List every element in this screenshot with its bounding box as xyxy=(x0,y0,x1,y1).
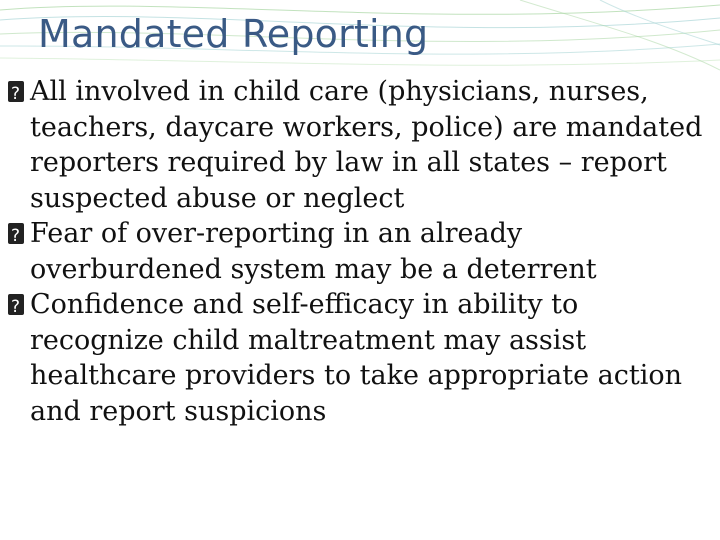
bullet-item xyxy=(8,74,703,216)
bullet-text: Fear of over-reporting in an already overburdened system may be a deterrent xyxy=(30,218,597,285)
slide-title: Mandated Reporting xyxy=(38,12,429,56)
bullet-item xyxy=(8,287,703,429)
bullet-list xyxy=(8,74,703,429)
bullet-item xyxy=(8,216,703,287)
bullet-glyph-icon xyxy=(8,294,24,315)
bullet-text: All involved in child care (physicians, nurses, teachers, daycare workers, police) are mandated reporters required by law in all states – report suspected abuse or neglect xyxy=(30,76,703,214)
bullet-glyph-icon xyxy=(8,223,24,244)
bullet-glyph-icon xyxy=(8,81,24,102)
bullet-text: Confidence and self-efficacy in ability to recognize child maltreatment may assist healthcare providers to take appropriate action and report suspicions xyxy=(30,289,683,427)
